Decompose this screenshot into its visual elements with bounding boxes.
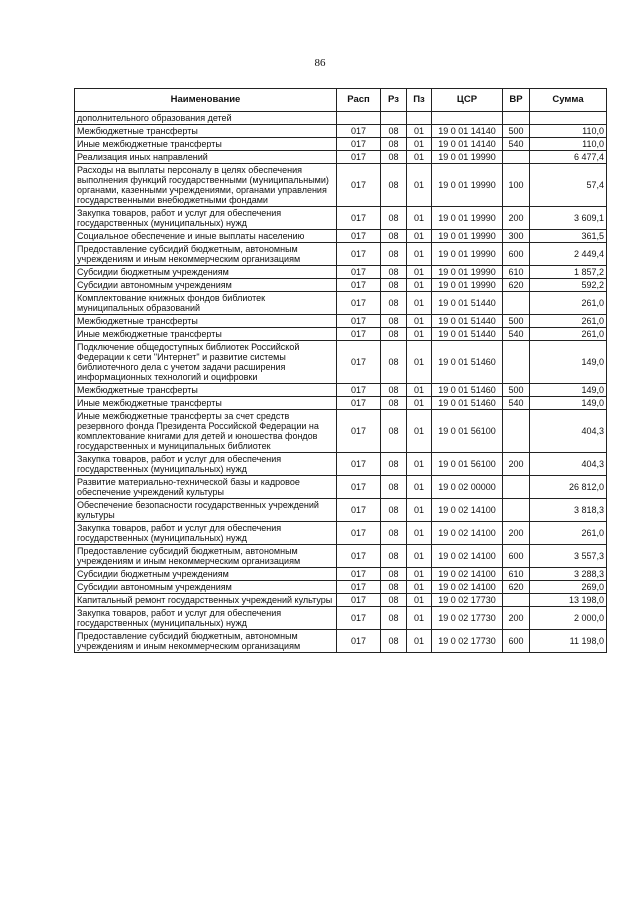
cell-rasp: 017 bbox=[337, 341, 381, 384]
cell-sum: 149,0 bbox=[530, 397, 607, 410]
cell-sum: 11 198,0 bbox=[530, 630, 607, 653]
cell-csr: 19 0 01 51460 bbox=[432, 397, 503, 410]
cell-pz: 01 bbox=[407, 341, 432, 384]
cell-sum: 361,5 bbox=[530, 230, 607, 243]
table-row bbox=[75, 328, 607, 341]
cell-rz: 08 bbox=[381, 328, 407, 341]
cell-csr: 19 0 01 51440 bbox=[432, 315, 503, 328]
cell-rz: 08 bbox=[381, 315, 407, 328]
cell-rasp: 017 bbox=[337, 630, 381, 653]
cell-vr bbox=[503, 476, 530, 499]
cell-rz: 08 bbox=[381, 568, 407, 581]
cell-csr: 19 0 01 19990 bbox=[432, 279, 503, 292]
cell-rz: 08 bbox=[381, 607, 407, 630]
cell-sum: 592,2 bbox=[530, 279, 607, 292]
cell-rz: 08 bbox=[381, 522, 407, 545]
cell-sum: 404,3 bbox=[530, 410, 607, 453]
cell-pz: 01 bbox=[407, 581, 432, 594]
cell-rasp: 017 bbox=[337, 397, 381, 410]
cell-name: Предоставление субсидий бюджетным, автономным учреждениям и иным некоммерческим организациям bbox=[75, 545, 337, 568]
header-csr: ЦСР bbox=[432, 89, 503, 112]
cell-name: Иные межбюджетные трансферты bbox=[75, 397, 337, 410]
cell-name: Закупка товаров, работ и услуг для обеспечения государственных (муниципальных) нужд bbox=[75, 453, 337, 476]
cell-rz: 08 bbox=[381, 384, 407, 397]
cell-pz: 01 bbox=[407, 164, 432, 207]
table-row bbox=[75, 138, 607, 151]
cell-rz: 08 bbox=[381, 125, 407, 138]
cell-csr: 19 0 02 14100 bbox=[432, 568, 503, 581]
table-row bbox=[75, 243, 607, 266]
cell-rz: 08 bbox=[381, 207, 407, 230]
table-row bbox=[75, 607, 607, 630]
cell-name: Иные межбюджетные трансферты за счет средств резервного фонда Президента Российской Федерации на комплектование книгами для детей и юношества фондов государственных и муниципальных библиотек bbox=[75, 410, 337, 453]
table-row bbox=[75, 230, 607, 243]
cell-rz: 08 bbox=[381, 453, 407, 476]
table-row bbox=[75, 594, 607, 607]
cell-sum: 6 477,4 bbox=[530, 151, 607, 164]
cell-csr: 19 0 01 51460 bbox=[432, 341, 503, 384]
cell-vr bbox=[503, 594, 530, 607]
cell-name: Иные межбюджетные трансферты bbox=[75, 138, 337, 151]
cell-csr: 19 0 02 14100 bbox=[432, 545, 503, 568]
cell-name: Реализация иных направлений bbox=[75, 151, 337, 164]
cell-csr: 19 0 02 14100 bbox=[432, 581, 503, 594]
cell-name: Закупка товаров, работ и услуг для обеспечения государственных (муниципальных) нужд bbox=[75, 207, 337, 230]
cell-csr: 19 0 01 14140 bbox=[432, 125, 503, 138]
cell-pz: 01 bbox=[407, 230, 432, 243]
cell-rasp: 017 bbox=[337, 568, 381, 581]
table-row bbox=[75, 581, 607, 594]
cell-sum: 57,4 bbox=[530, 164, 607, 207]
cell-rz: 08 bbox=[381, 279, 407, 292]
table-row bbox=[75, 545, 607, 568]
cell-vr: 200 bbox=[503, 522, 530, 545]
cell-name: Закупка товаров, работ и услуг для обеспечения государственных (муниципальных) нужд bbox=[75, 522, 337, 545]
cell-sum: 3 288,3 bbox=[530, 568, 607, 581]
cell-vr: 600 bbox=[503, 630, 530, 653]
cell-csr: 19 0 01 19990 bbox=[432, 230, 503, 243]
cell-csr: 19 0 02 17730 bbox=[432, 630, 503, 653]
cell-vr: 300 bbox=[503, 230, 530, 243]
cell-name: Расходы на выплаты персоналу в целях обеспечения выполнения функций государственными (муниципальными) органами, казенными учреждениями, органами управления государственными внебюджетными фондами bbox=[75, 164, 337, 207]
table-row bbox=[75, 279, 607, 292]
cell-pz: 01 bbox=[407, 397, 432, 410]
cell-vr: 540 bbox=[503, 397, 530, 410]
cell-name: Субсидии автономным учреждениям bbox=[75, 279, 337, 292]
cell-rz: 08 bbox=[381, 545, 407, 568]
cell-csr: 19 0 01 19990 bbox=[432, 164, 503, 207]
cell-vr: 500 bbox=[503, 125, 530, 138]
cell-csr: 19 0 01 56100 bbox=[432, 410, 503, 453]
cell-sum: 110,0 bbox=[530, 125, 607, 138]
cell-rz: 08 bbox=[381, 499, 407, 522]
cell-vr bbox=[503, 341, 530, 384]
table-row bbox=[75, 266, 607, 279]
cell-pz: 01 bbox=[407, 328, 432, 341]
cell-vr: 100 bbox=[503, 164, 530, 207]
cell-sum: 149,0 bbox=[530, 341, 607, 384]
table-row bbox=[75, 207, 607, 230]
cell-rz: 08 bbox=[381, 594, 407, 607]
cell-sum: 269,0 bbox=[530, 581, 607, 594]
cell-name: Субсидии бюджетным учреждениям bbox=[75, 266, 337, 279]
cell-name: Субсидии бюджетным учреждениям bbox=[75, 568, 337, 581]
cell-sum: 26 812,0 bbox=[530, 476, 607, 499]
cell-rasp: 017 bbox=[337, 499, 381, 522]
cell-rasp: 017 bbox=[337, 138, 381, 151]
cell-pz: 01 bbox=[407, 607, 432, 630]
cell-rasp: 017 bbox=[337, 594, 381, 607]
cell-rasp: 017 bbox=[337, 581, 381, 594]
cell-vr: 620 bbox=[503, 279, 530, 292]
cell-name: Межбюджетные трансферты bbox=[75, 315, 337, 328]
cell-pz: 01 bbox=[407, 207, 432, 230]
cell-vr: 600 bbox=[503, 545, 530, 568]
table-row bbox=[75, 568, 607, 581]
header-rasp: Расп bbox=[337, 89, 381, 112]
cell-sum: 261,0 bbox=[530, 292, 607, 315]
cell-rz: 08 bbox=[381, 164, 407, 207]
header-rz: Рз bbox=[381, 89, 407, 112]
cell-rasp: 017 bbox=[337, 230, 381, 243]
cell-rasp: 017 bbox=[337, 315, 381, 328]
cell-vr: 200 bbox=[503, 607, 530, 630]
cell-rasp: 017 bbox=[337, 545, 381, 568]
cell-pz: 01 bbox=[407, 315, 432, 328]
cell-pz: 01 bbox=[407, 292, 432, 315]
cell-rasp: 017 bbox=[337, 207, 381, 230]
cell-name: Развитие материально-технической базы и кадровое обеспечение учреждений культуры bbox=[75, 476, 337, 499]
cell-rz: 08 bbox=[381, 230, 407, 243]
cell-rasp: 017 bbox=[337, 607, 381, 630]
cell-sum: 1 857,2 bbox=[530, 266, 607, 279]
cell-csr: 19 0 01 51460 bbox=[432, 384, 503, 397]
cell-rasp: 017 bbox=[337, 292, 381, 315]
cell-sum: 3 557,3 bbox=[530, 545, 607, 568]
cell-vr bbox=[503, 151, 530, 164]
cell-rasp: 017 bbox=[337, 279, 381, 292]
header-sum: Сумма bbox=[530, 89, 607, 112]
cell-rasp: 017 bbox=[337, 125, 381, 138]
cell-csr: 19 0 02 14100 bbox=[432, 522, 503, 545]
cell-vr: 500 bbox=[503, 384, 530, 397]
cell-vr bbox=[503, 499, 530, 522]
cell-name: Предоставление субсидий бюджетным, автономным учреждениям и иным некоммерческим организациям bbox=[75, 630, 337, 653]
cell-vr: 540 bbox=[503, 328, 530, 341]
cell-pz: 01 bbox=[407, 266, 432, 279]
table-row bbox=[75, 125, 607, 138]
table-row bbox=[75, 397, 607, 410]
table-row bbox=[75, 164, 607, 207]
cell-rz: 08 bbox=[381, 476, 407, 499]
cell-name: Подключение общедоступных библиотек Российской Федерации к сети "Интернет" и развитие системы библиотечного дела с учетом задачи расширения информационных технологий и оцифровки bbox=[75, 341, 337, 384]
cell-sum: 261,0 bbox=[530, 315, 607, 328]
cell-rasp: 017 bbox=[337, 266, 381, 279]
cell-rz: 08 bbox=[381, 292, 407, 315]
cell-rasp: 017 bbox=[337, 164, 381, 207]
cell-rz: 08 bbox=[381, 630, 407, 653]
cell-pz: 01 bbox=[407, 138, 432, 151]
table-row bbox=[75, 630, 607, 653]
cell-rz: 08 bbox=[381, 266, 407, 279]
cell-sum: 110,0 bbox=[530, 138, 607, 151]
cell-rasp: 017 bbox=[337, 243, 381, 266]
cell-name: Иные межбюджетные трансферты bbox=[75, 328, 337, 341]
cell-sum: 2 449,4 bbox=[530, 243, 607, 266]
header-name: Наименование bbox=[75, 89, 337, 112]
cell-rasp: 017 bbox=[337, 522, 381, 545]
cell-sum: 3 818,3 bbox=[530, 499, 607, 522]
cell-csr: 19 0 01 19990 bbox=[432, 151, 503, 164]
table-header-row bbox=[75, 89, 607, 112]
table-row bbox=[75, 384, 607, 397]
table-row bbox=[75, 453, 607, 476]
cell-rz: 08 bbox=[381, 341, 407, 384]
cell-vr: 500 bbox=[503, 315, 530, 328]
cell-sum: 261,0 bbox=[530, 522, 607, 545]
cell-rz: 08 bbox=[381, 397, 407, 410]
cell-pz: 01 bbox=[407, 453, 432, 476]
cell-csr: 19 0 01 51440 bbox=[432, 292, 503, 315]
cell-rasp: 017 bbox=[337, 328, 381, 341]
cell-vr: 600 bbox=[503, 243, 530, 266]
cell-rasp: 017 bbox=[337, 410, 381, 453]
cell-rz: 08 bbox=[381, 581, 407, 594]
cell-pz: 01 bbox=[407, 384, 432, 397]
cell-pz: 01 bbox=[407, 125, 432, 138]
cell-name: Межбюджетные трансферты bbox=[75, 125, 337, 138]
table-row bbox=[75, 499, 607, 522]
carry-over-row bbox=[75, 112, 607, 125]
cell-csr: 19 0 01 14140 bbox=[432, 138, 503, 151]
cell-name: Социальное обеспечение и иные выплаты населению bbox=[75, 230, 337, 243]
cell-name: Субсидии автономным учреждениям bbox=[75, 581, 337, 594]
cell-csr: 19 0 01 19990 bbox=[432, 243, 503, 266]
cell-csr: 19 0 01 56100 bbox=[432, 453, 503, 476]
cell-rasp: 017 bbox=[337, 476, 381, 499]
cell-name: Межбюджетные трансферты bbox=[75, 384, 337, 397]
cell-pz: 01 bbox=[407, 151, 432, 164]
cell-sum: 2 000,0 bbox=[530, 607, 607, 630]
cell-vr: 610 bbox=[503, 568, 530, 581]
cell-sum: 261,0 bbox=[530, 328, 607, 341]
table-row bbox=[75, 522, 607, 545]
cell-csr: 19 0 02 14100 bbox=[432, 499, 503, 522]
cell-csr: 19 0 01 51440 bbox=[432, 328, 503, 341]
cell-vr: 200 bbox=[503, 453, 530, 476]
header-vr: ВР bbox=[503, 89, 530, 112]
cell-pz: 01 bbox=[407, 568, 432, 581]
cell-pz: 01 bbox=[407, 522, 432, 545]
cell-vr: 200 bbox=[503, 207, 530, 230]
cell-pz: 01 bbox=[407, 499, 432, 522]
cell-pz: 01 bbox=[407, 410, 432, 453]
cell-rz: 08 bbox=[381, 151, 407, 164]
cell-csr: 19 0 01 19990 bbox=[432, 266, 503, 279]
cell-pz: 01 bbox=[407, 545, 432, 568]
cell-rasp: 017 bbox=[337, 453, 381, 476]
cell-rz: 08 bbox=[381, 138, 407, 151]
cell-rasp: 017 bbox=[337, 151, 381, 164]
cell-pz: 01 bbox=[407, 243, 432, 266]
cell-vr bbox=[503, 410, 530, 453]
cell-name: Предоставление субсидий бюджетным, автономным учреждениям и иным некоммерческим организациям bbox=[75, 243, 337, 266]
cell-pz: 01 bbox=[407, 630, 432, 653]
cell-vr: 610 bbox=[503, 266, 530, 279]
cell-sum: 3 609,1 bbox=[530, 207, 607, 230]
table-row bbox=[75, 315, 607, 328]
cell-pz: 01 bbox=[407, 476, 432, 499]
cell-vr: 540 bbox=[503, 138, 530, 151]
cell-rz: 08 bbox=[381, 243, 407, 266]
cell-csr: 19 0 01 19990 bbox=[432, 207, 503, 230]
cell-csr: 19 0 02 00000 bbox=[432, 476, 503, 499]
cell-name: Комплектование книжных фондов библиотек муниципальных образований bbox=[75, 292, 337, 315]
cell-vr bbox=[503, 292, 530, 315]
cell-csr: 19 0 02 17730 bbox=[432, 607, 503, 630]
cell-name: Закупка товаров, работ и услуг для обеспечения государственных (муниципальных) нужд bbox=[75, 607, 337, 630]
table-row bbox=[75, 292, 607, 315]
table-row bbox=[75, 151, 607, 164]
carry-over-text: дополнительного образования детей bbox=[75, 112, 337, 125]
cell-name: Капитальный ремонт государственных учреждений культуры bbox=[75, 594, 337, 607]
cell-sum: 404,3 bbox=[530, 453, 607, 476]
table-row bbox=[75, 341, 607, 384]
page-number: 86 bbox=[314, 57, 326, 69]
cell-sum: 149,0 bbox=[530, 384, 607, 397]
cell-rasp: 017 bbox=[337, 384, 381, 397]
cell-name: Обеспечение безопасности государственных учреждений культуры bbox=[75, 499, 337, 522]
cell-csr: 19 0 02 17730 bbox=[432, 594, 503, 607]
header-pz: Пз bbox=[407, 89, 432, 112]
cell-pz: 01 bbox=[407, 594, 432, 607]
cell-vr: 620 bbox=[503, 581, 530, 594]
budget-table bbox=[74, 88, 607, 653]
cell-sum: 13 198,0 bbox=[530, 594, 607, 607]
cell-rz: 08 bbox=[381, 410, 407, 453]
table-row bbox=[75, 476, 607, 499]
table-row bbox=[75, 410, 607, 453]
cell-pz: 01 bbox=[407, 279, 432, 292]
